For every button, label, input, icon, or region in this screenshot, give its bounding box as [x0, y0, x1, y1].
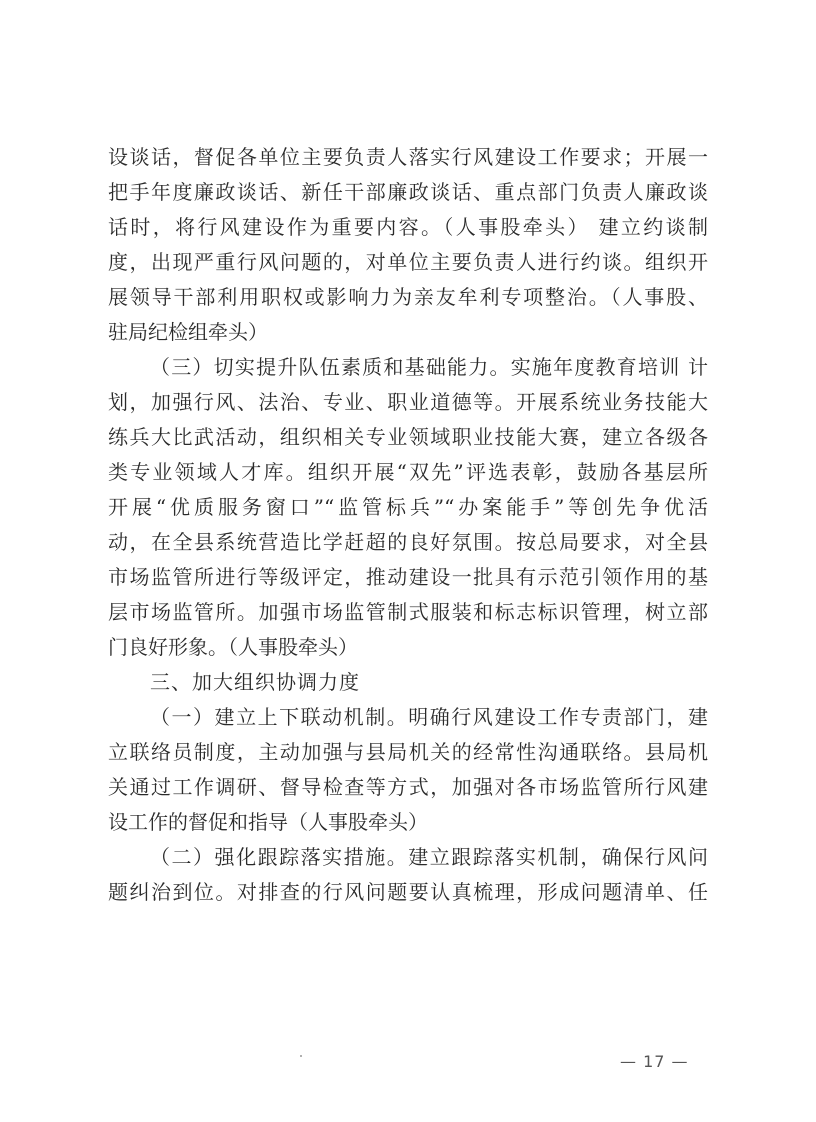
- document-body: [108, 140, 708, 910]
- paragraph-line: 层市场监管所。加强市场监管制式服装和标志标识管理，树立部: [108, 600, 708, 624]
- paragraph-line: 关通过工作调研、督导检查等方式，加强对各市场监管所行风建: [108, 775, 708, 799]
- scan-speck: [300, 1055, 302, 1057]
- paragraph-line: 题纠治到位。对排查的行风问题要认真梳理，形成问题清单、任: [108, 880, 708, 904]
- paragraph-line: 类专业领域人才库。组织开展“双先”评选表彰，鼓励各基层所: [108, 460, 708, 484]
- paragraph-line: 立联络员制度，主动加强与县局机关的经常性沟通联络。县局机: [108, 740, 708, 764]
- paragraph-line: 话时，将行风建设作为重要内容。（人事股牵头） 建立约谈制: [108, 215, 708, 239]
- paragraph-line: 展领导干部利用职权或影响力为亲友牟利专项整治。（人事股、: [108, 285, 708, 309]
- paragraph-line: （一）建立上下联动机制。明确行风建设工作专责部门，建: [150, 705, 708, 729]
- paragraph-line: 驻局纪检组牵头）: [108, 320, 268, 344]
- paragraph-line: 市场监管所进行等级评定，推动建设一批具有示范引领作用的基: [108, 565, 708, 589]
- paragraph-line: 动，在全县系统营造比学赶超的良好氛围。按总局要求，对全县: [108, 530, 708, 554]
- paragraph-line: 练兵大比武活动，组织相关专业领域职业技能大赛，建立各级各: [108, 425, 708, 449]
- paragraph-line: （二）强化跟踪落实措施。建立跟踪落实机制，确保行风问: [150, 845, 708, 869]
- paragraph-line: （三）切实提升队伍素质和基础能力。实施年度教育培训 计: [150, 355, 708, 379]
- paragraph-line: 把手年度廉政谈话、新任干部廉政谈话、重点部门负责人廉政谈: [108, 180, 708, 204]
- paragraph-line: 划，加强行风、法治、专业、职业道德等。开展系统业务技能大: [108, 390, 708, 414]
- page-number: — 17 —: [620, 1052, 689, 1071]
- paragraph-line: 设工作的督促和指导（人事股牵头）: [108, 810, 428, 834]
- paragraph-line: 设谈话，督促各单位主要负责人落实行风建设工作要求；开展一: [108, 145, 708, 169]
- paragraph-line: 门良好形象。（人事股牵头）: [108, 635, 358, 659]
- section-heading: 三、加大组织协调力度: [150, 670, 360, 694]
- paragraph-line: 开展“优质服务窗口”“监管标兵”“办案能手”等创先争优活: [108, 495, 708, 519]
- paragraph-line: 度，出现严重行风问题的，对单位主要负责人进行约谈。组织开: [108, 250, 708, 274]
